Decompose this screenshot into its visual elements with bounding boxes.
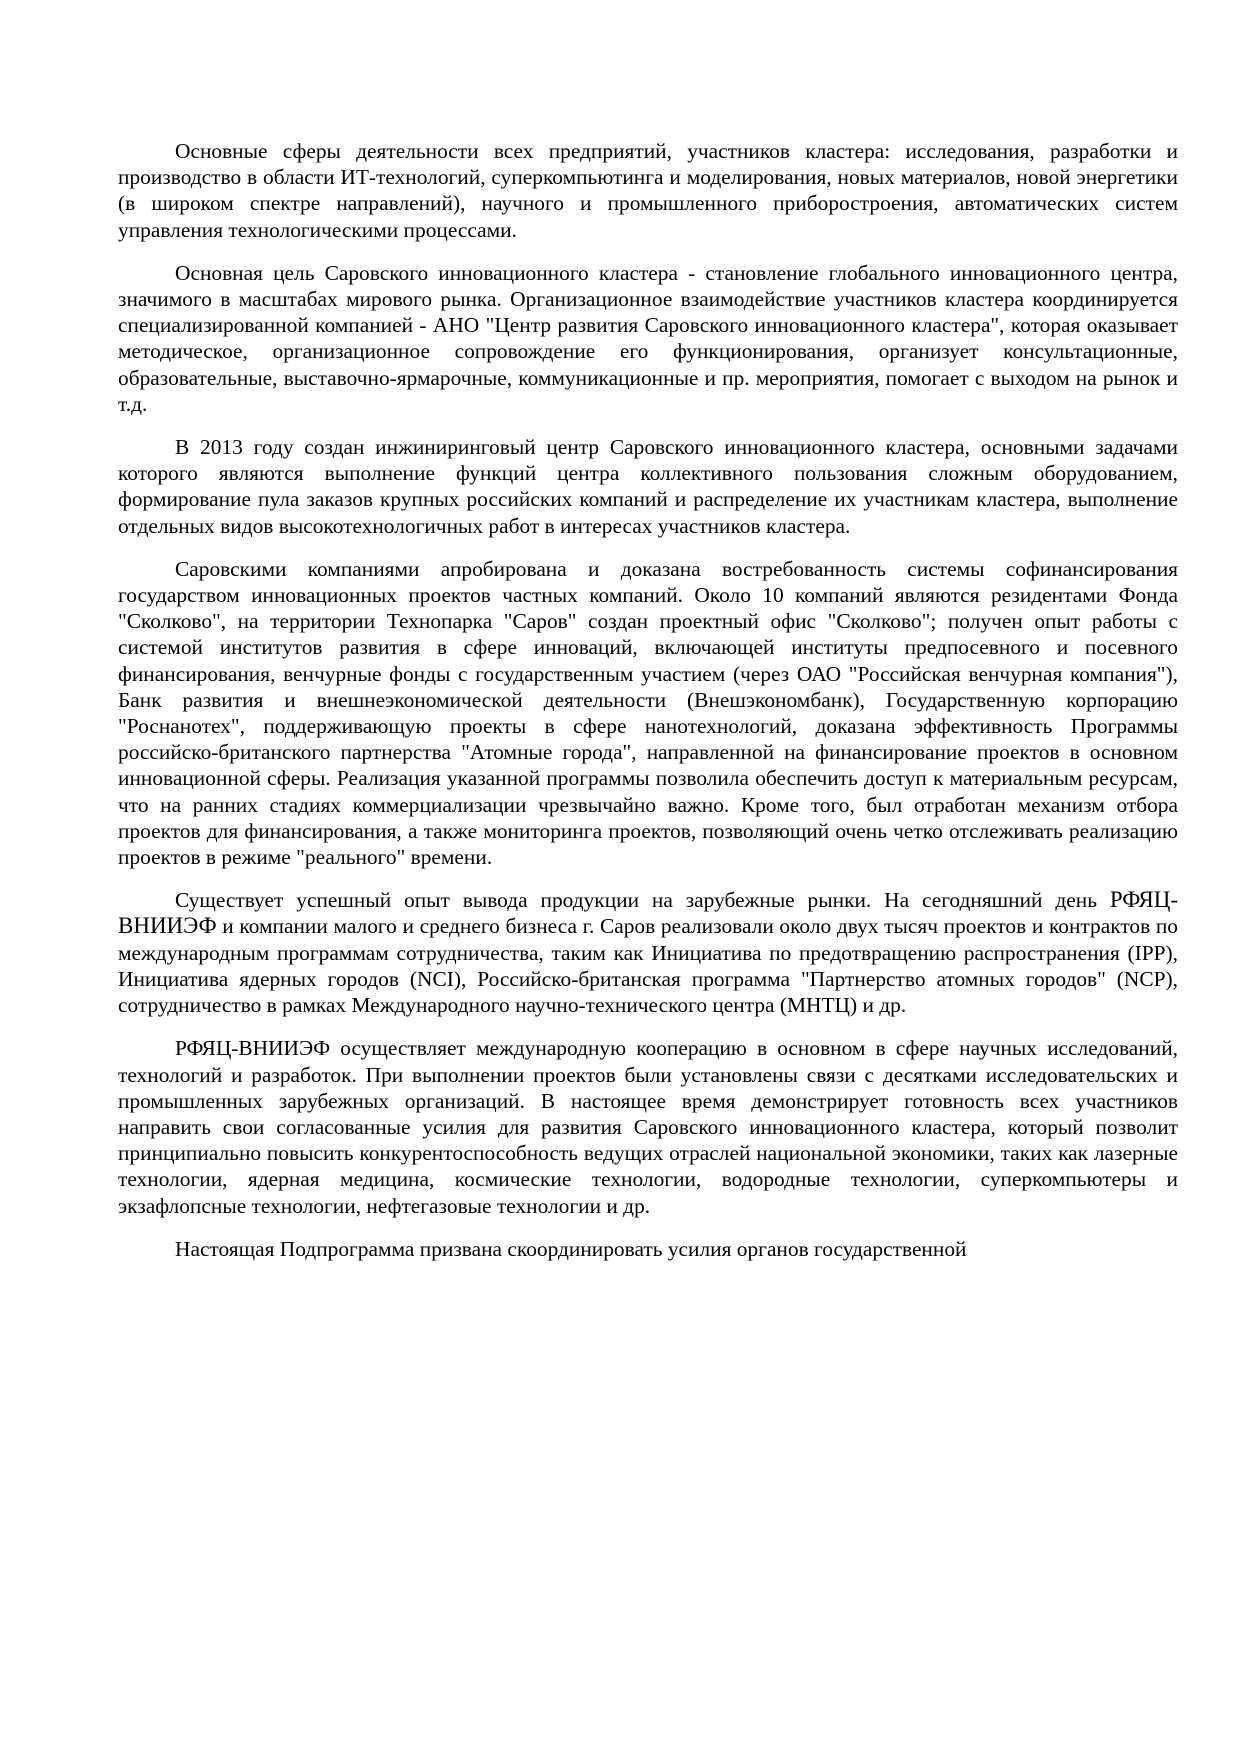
paragraph-engineering-center: В 2013 году создан инжиниринговый центр Саровского инновационного кластера, основными задачами которого являются выполнение функций центра коллективного пользования сложным оборудованием, формирование пула заказов крупных российских компаний и распределение их участникам кластера, выполнение отдельных видов высокотехнологичных работ в интересах участников кластера. — [118, 435, 1178, 538]
paragraph-cluster-goal: Основная цель Саровского инновационного кластера - становление глобального инновационного центра, значимого в масштабах мирового рынка. Организационное взаимодействие участников кластера координируется специализированной компанией - АНО "Центр развития Саровского инновационного кластера", которая оказывает методическое, организационное сопровождение его функционирования, организует консультационные, образовательные, выставочно-ярмарочные, коммуникационные и пр. мероприятия, помогает с выходом на рынок и т.д. — [118, 260, 1178, 416]
paragraph-activity-areas: Основные сферы деятельности всех предприятий, участников кластера: исследования, разработки и производство в области ИТ-технологий, суперкомпьютинга и моделирования, новых материалов, новой энергетики (в широком спектре направлений), научного и промышленного приборостроения, автоматических систем управления технологическими процессами. — [118, 139, 1178, 242]
document-page — [118, 138, 1178, 1279]
paragraph-cofinancing: Саровскими компаниями апробирована и доказана востребованность системы софинансирования государством инновационных проектов частных компаний. Около 10 компаний являются резидентами Фонда "Сколково", на территории Технопарка "Саров" создан проектный офис "Сколково"; получен опыт работы с системой институтов развития в сфере инноваций, включающей институты предпосевного и посевного финансирования, венчурные фонды с государственным участием (через ОАО "Российская венчурная компания"), Банк развития и внешнеэкономической деятельности (Внешэкономбанк), Государственную корпорацию "Роснанотех", поддерживающую проекты в сфере нанотехнологий, доказана эффективность Программы российско-британского партнерства "Атомные города", направленной на финансирование проектов в основном инновационной сферы. Реализация указанной программы позволила обеспечить доступ к материальным ресурсам, что на ранних стадиях коммерциализации чрезвычайно важно. Кроме того, был отработан механизм отбора проектов для финансирования, а также мониторинга проектов, позволяющий очень четко отслеживать реализацию проектов в режиме "реального" времени. — [118, 556, 1178, 870]
organization-name: РФЯЦ-ВНИИЭФ — [118, 887, 1178, 939]
paragraph-text-after: и компании малого и среднего бизнеса г. Саров реализовали около двух тысяч проектов и контрактов по международным программам сотрудничества, таким как Инициатива по предотвращению распространения (IPP), Инициатива ядерных городов (NCI), Российско-британская программа "Партнерство атомных городов" (NCP), сотрудничество в рамках Международного научно-технического центра (МНТЦ) и др. — [118, 914, 1178, 1018]
paragraph-foreign-markets — [118, 887, 1178, 1018]
paragraph-international-cooperation: РФЯЦ-ВНИИЭФ осуществляет международную кооперацию в основном в сфере научных исследований, технологий и разработок. При выполнении проектов были установлены связи с десятками исследовательских и промышленных зарубежных организаций. В настоящее время демонстрирует готовность всех участников направить свои согласованные усилия для развития Саровского инновационного кластера, который позволит принципиально повысить конкурентоспособность ведущих отраслей национальной экономики, таких как лазерные технологии, ядерная медицина, космические технологии, водородные технологии, суперкомпьютеры и экзафлопсные технологии, нефтегазовые технологии и др. — [118, 1036, 1178, 1218]
paragraph-text-before: Существует успешный опыт вывода продукции на зарубежные рынки. На сегодняшний день — [175, 888, 1110, 913]
paragraph-subprogram: Настоящая Подпрограмма призвана скоординировать усилия органов государственной — [175, 1236, 967, 1261]
